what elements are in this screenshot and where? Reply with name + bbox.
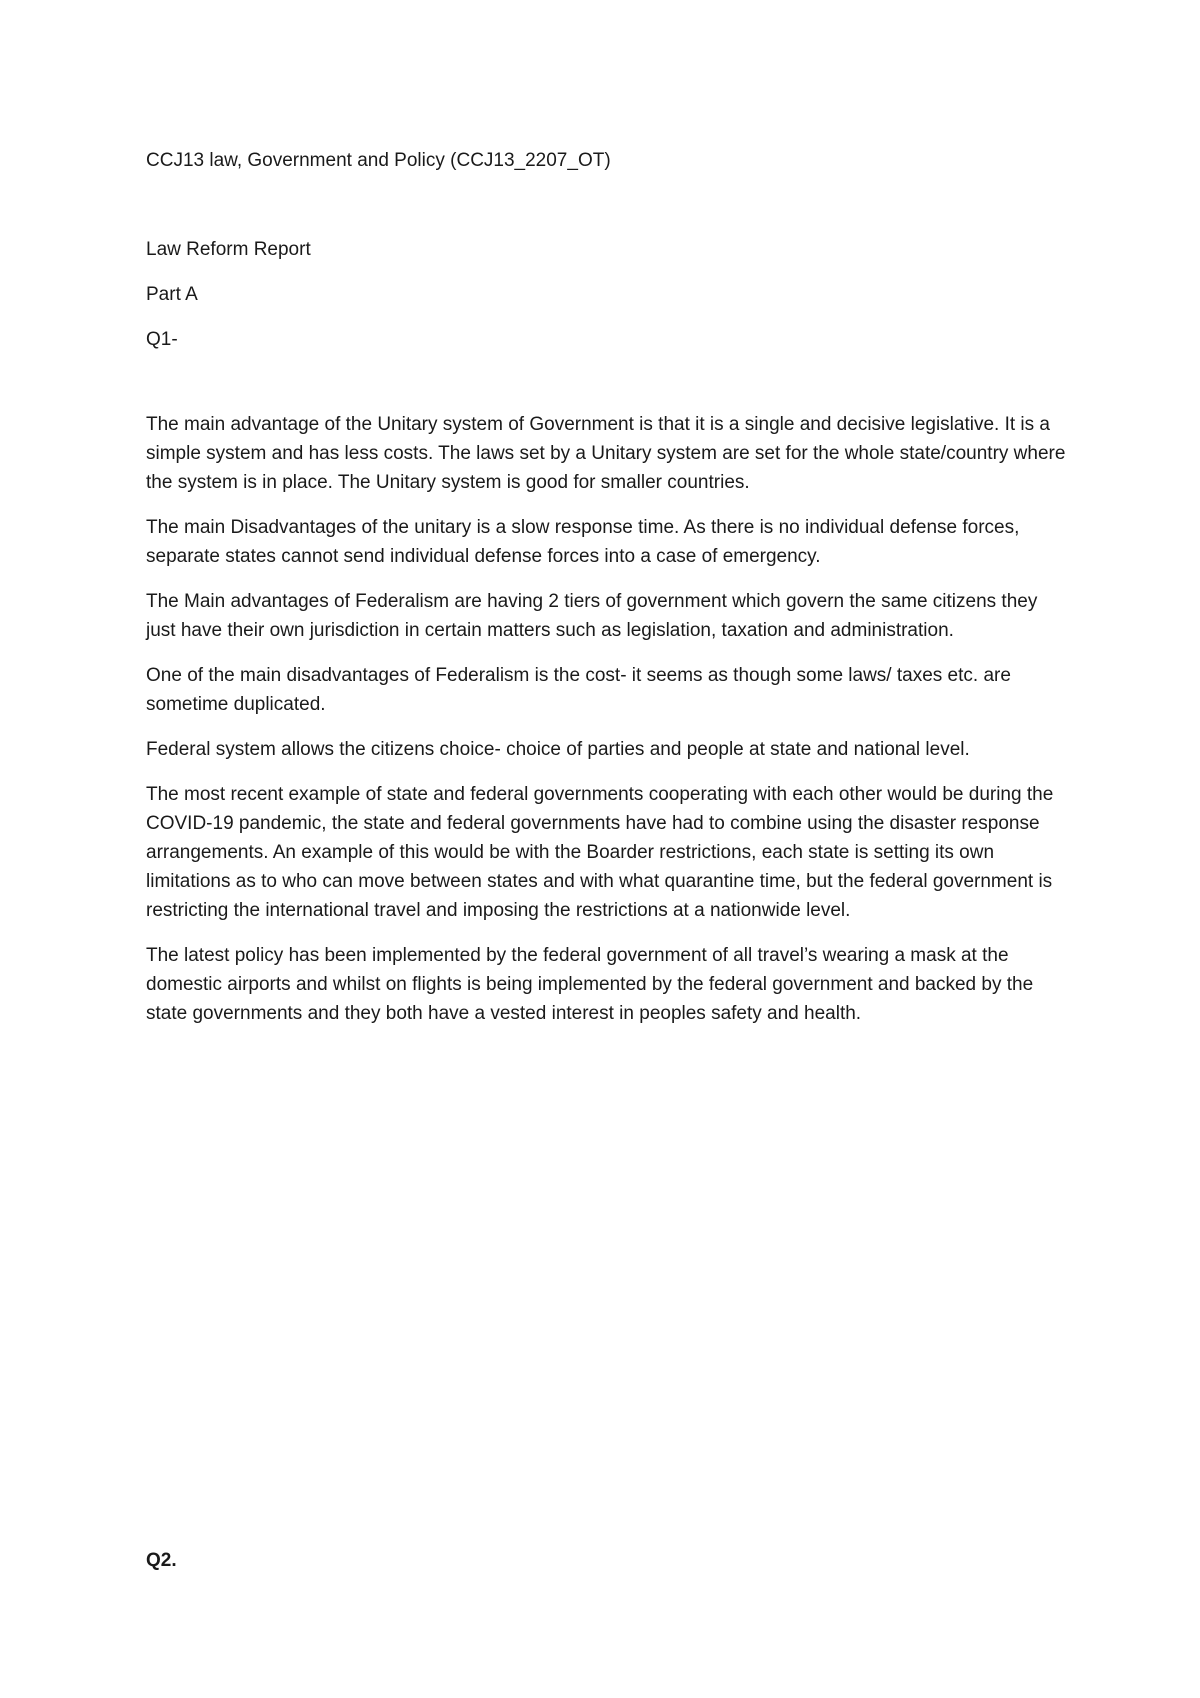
paragraph-federalism-advantages: The Main advantages of Federalism are having 2 tiers of government which govern the same citizens they just have their own jurisdiction in certain matters such as legislation, taxation and administration. [146, 591, 1038, 641]
document-body [146, 146, 1066, 1044]
paragraph-mask-policy: The latest policy has been implemented by the federal government of all travel’s wearing a mask at the domestic airports and whilst on flights is being implemented by the federal government and backed by the state governments and they both have a vested interest in peoples safety and health. [146, 945, 1034, 1024]
part-heading: Part A [146, 284, 198, 305]
paragraph-federal-choice: Federal system allows the citizens choice- choice of parties and people at state and national level. [146, 739, 970, 760]
paragraph-federalism-disadvantages: One of the main disadvantages of Federalism is the cost- it seems as though some laws/ taxes etc. are sometime duplicated. [146, 665, 1011, 715]
question-1-label: Q1- [146, 329, 178, 350]
report-title: Law Reform Report [146, 239, 311, 260]
question-2-label: Q2. [146, 1550, 177, 1571]
paragraph-covid-example: The most recent example of state and federal governments cooperating with each other would be during the COVID-19 pandemic, the state and federal governments have had to combine using the disaster response arrangements. An example of this would be with the Boarder restrictions, each state is setting its own limitations as to who can move between states and with what quarantine time, but the federal government is restricting the international travel and imposing the restrictions at a nationwide level. [146, 784, 1054, 921]
paragraph-unitary-advantages: The main advantage of the Unitary system of Government is that it is a single and decisive legislative. It is a simple system and has less costs. The laws set by a Unitary system are set for the whole state/country where the system is in place. The Unitary system is good for smaller countries. [146, 414, 1066, 493]
course-title: CCJ13 law, Government and Policy (CCJ13_2207_OT) [146, 150, 611, 171]
paragraph-unitary-disadvantages: The main Disadvantages of the unitary is a slow response time. As there is no individual defense forces, separate states cannot send individual defense forces into a case of emergency. [146, 517, 1020, 567]
